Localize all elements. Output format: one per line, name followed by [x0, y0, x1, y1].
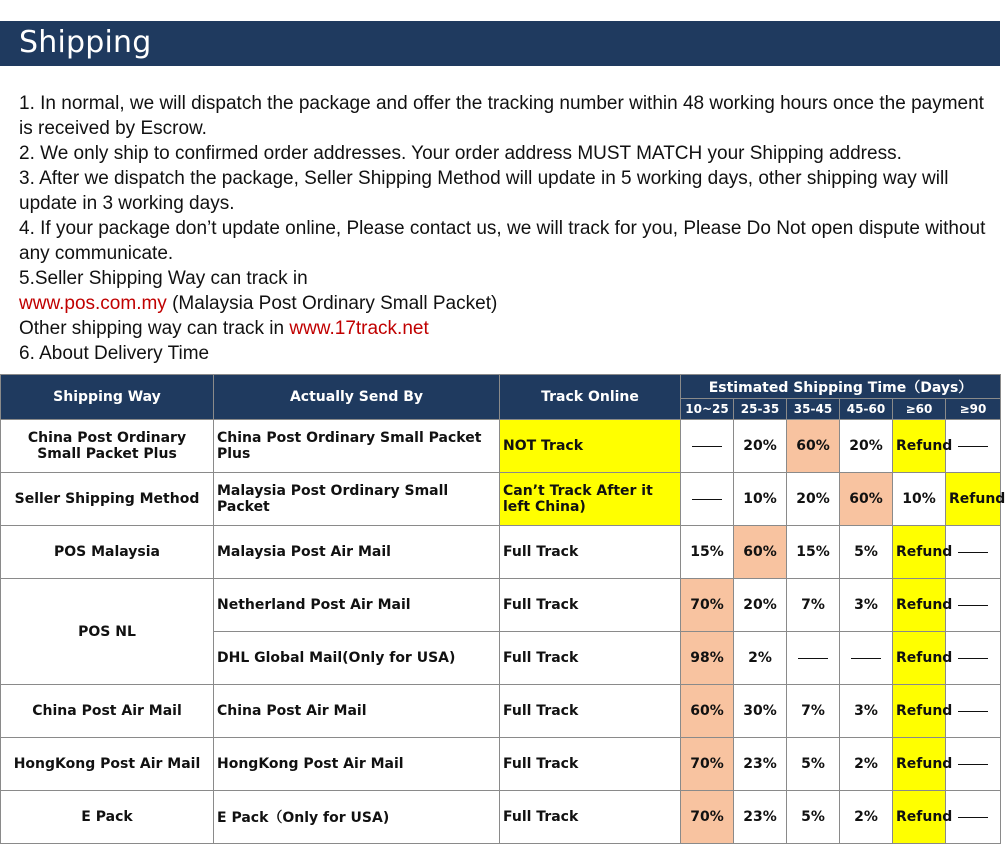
time-cell: 5%: [787, 791, 840, 844]
shipping-way-cell: China Post Air Mail: [1, 685, 214, 738]
time-cell-empty: [946, 791, 1001, 844]
header-range-4: 45-60: [840, 399, 893, 420]
shipping-notes: [19, 91, 994, 366]
track-online-cell: NOT Track: [500, 420, 681, 473]
track-online-cell: Can’t Track After it left China): [500, 473, 681, 526]
time-cell: 60%: [681, 685, 734, 738]
track-online-cell: Full Track: [500, 738, 681, 791]
header-range-2: 25-35: [734, 399, 787, 420]
time-cell: 70%: [681, 738, 734, 791]
table-row: [1, 579, 1001, 632]
note-4: 4. If your package don’t update online, Please contact us, we will track for you, Please Do Not open dispute without any communicate.: [19, 218, 991, 264]
time-cell-empty: [946, 579, 1001, 632]
time-cell: 20%: [787, 473, 840, 526]
note-1: 1. In normal, we will dispatch the package and offer the tracking number within 48 working hours once the payment is received by Escrow.: [19, 93, 990, 139]
time-cell-empty: [946, 526, 1001, 579]
shipping-time-table: [0, 374, 1005, 844]
time-cell: Refund: [893, 791, 946, 844]
dash-icon: [958, 552, 988, 553]
dash-icon: [692, 446, 722, 447]
dash-icon: [798, 658, 828, 659]
pos-link[interactable]: www.pos.com.my: [19, 293, 167, 314]
dash-icon: [851, 658, 881, 659]
track-link[interactable]: www.17track.net: [289, 318, 429, 339]
dash-icon: [958, 711, 988, 712]
time-cell: 3%: [840, 579, 893, 632]
time-cell-empty: [840, 632, 893, 685]
dash-icon: [958, 446, 988, 447]
time-cell-empty: [946, 420, 1001, 473]
shipping-way-cell: HongKong Post Air Mail: [1, 738, 214, 791]
time-cell-empty: [946, 632, 1001, 685]
shipping-way-cell: POS Malaysia: [1, 526, 214, 579]
track-online-cell: Full Track: [500, 632, 681, 685]
time-cell: 23%: [734, 738, 787, 791]
time-cell: 7%: [787, 579, 840, 632]
time-cell-empty: [681, 473, 734, 526]
time-cell: 70%: [681, 791, 734, 844]
time-cell: 7%: [787, 685, 840, 738]
header-estimated-time: Estimated Shipping Time（Days）: [681, 375, 1001, 399]
header-banner: [0, 21, 1000, 66]
time-cell: 98%: [681, 632, 734, 685]
time-cell: 15%: [787, 526, 840, 579]
time-cell: Refund: [946, 473, 1001, 526]
header-range-3: 35-45: [787, 399, 840, 420]
time-cell: 20%: [734, 579, 787, 632]
shipping-way-cell: China Post Ordinary Small Packet Plus: [1, 420, 214, 473]
time-cell: Refund: [893, 738, 946, 791]
note-3: 3. After we dispatch the package, Seller Shipping Method will update in 5 working days, other shipping way will update in 3 working days.: [19, 168, 954, 214]
time-cell: 60%: [787, 420, 840, 473]
shipping-way-cell: POS NL: [1, 579, 214, 685]
send-by-cell: HongKong Post Air Mail: [214, 738, 500, 791]
header-range-5: ≥60: [893, 399, 946, 420]
send-by-cell: DHL Global Mail(Only for USA): [214, 632, 500, 685]
send-by-cell: China Post Ordinary Small Packet Plus: [214, 420, 500, 473]
time-cell-empty: [946, 738, 1001, 791]
time-cell: 30%: [734, 685, 787, 738]
time-cell-empty: [681, 420, 734, 473]
header-track-online: Track Online: [500, 375, 681, 420]
table-row: [1, 685, 1001, 738]
table-row: [1, 738, 1001, 791]
delivery-title: 6. About Delivery Time: [19, 343, 210, 364]
send-by-cell: Malaysia Post Air Mail: [214, 526, 500, 579]
time-cell: Refund: [893, 685, 946, 738]
track-online-cell: Full Track: [500, 791, 681, 844]
dash-icon: [958, 658, 988, 659]
send-by-cell: China Post Air Mail: [214, 685, 500, 738]
dash-icon: [692, 499, 722, 500]
table-body: [1, 420, 1005, 844]
note-5: 5.Seller Shipping Way can track in: [19, 268, 308, 289]
header-shipping-way: Shipping Way: [1, 375, 214, 420]
send-by-cell: Netherland Post Air Mail: [214, 579, 500, 632]
time-cell: 15%: [681, 526, 734, 579]
time-cell: 5%: [787, 738, 840, 791]
shipping-way-cell: E Pack: [1, 791, 214, 844]
pos-desc: (Malaysia Post Ordinary Small Packet): [166, 293, 498, 314]
time-cell: 60%: [840, 473, 893, 526]
table-row: [1, 791, 1001, 844]
dash-icon: [958, 764, 988, 765]
header-range-1: 10~25: [681, 399, 734, 420]
time-cell: 2%: [840, 791, 893, 844]
track-online-cell: Full Track: [500, 579, 681, 632]
note-2: 2. We only ship to confirmed order addresses. Your order address MUST MATCH your Shipping address.: [19, 143, 902, 164]
time-cell: 5%: [840, 526, 893, 579]
track-online-cell: Full Track: [500, 685, 681, 738]
table-row: [1, 420, 1001, 473]
pos-tracking-line: [19, 291, 994, 316]
send-by-cell: E Pack（Only for USA): [214, 791, 500, 844]
table-row: [1, 473, 1001, 526]
time-cell: 2%: [840, 738, 893, 791]
dash-icon: [958, 817, 988, 818]
dash-icon: [958, 605, 988, 606]
time-cell: Refund: [893, 579, 946, 632]
shipping-way-cell: Seller Shipping Method: [1, 473, 214, 526]
page-title: Shipping: [19, 25, 152, 60]
other-text: Other shipping way can track in: [19, 318, 290, 339]
time-cell: Refund: [893, 526, 946, 579]
time-cell: 3%: [840, 685, 893, 738]
time-cell: 60%: [734, 526, 787, 579]
time-cell: 20%: [734, 420, 787, 473]
time-cell-empty: [946, 685, 1001, 738]
header-range-6: ≥90: [946, 399, 1001, 420]
time-cell: 2%: [734, 632, 787, 685]
time-cell: Refund: [893, 632, 946, 685]
track-online-cell: Full Track: [500, 526, 681, 579]
other-tracking-line: [19, 316, 994, 341]
table-row: [1, 526, 1001, 579]
time-cell: 20%: [840, 420, 893, 473]
time-cell: 10%: [734, 473, 787, 526]
time-cell: Refund: [893, 420, 946, 473]
time-cell: 10%: [893, 473, 946, 526]
time-cell: 70%: [681, 579, 734, 632]
send-by-cell: Malaysia Post Ordinary Small Packet: [214, 473, 500, 526]
time-cell: 23%: [734, 791, 787, 844]
time-cell-empty: [787, 632, 840, 685]
header-actually-send-by: Actually Send By: [214, 375, 500, 420]
